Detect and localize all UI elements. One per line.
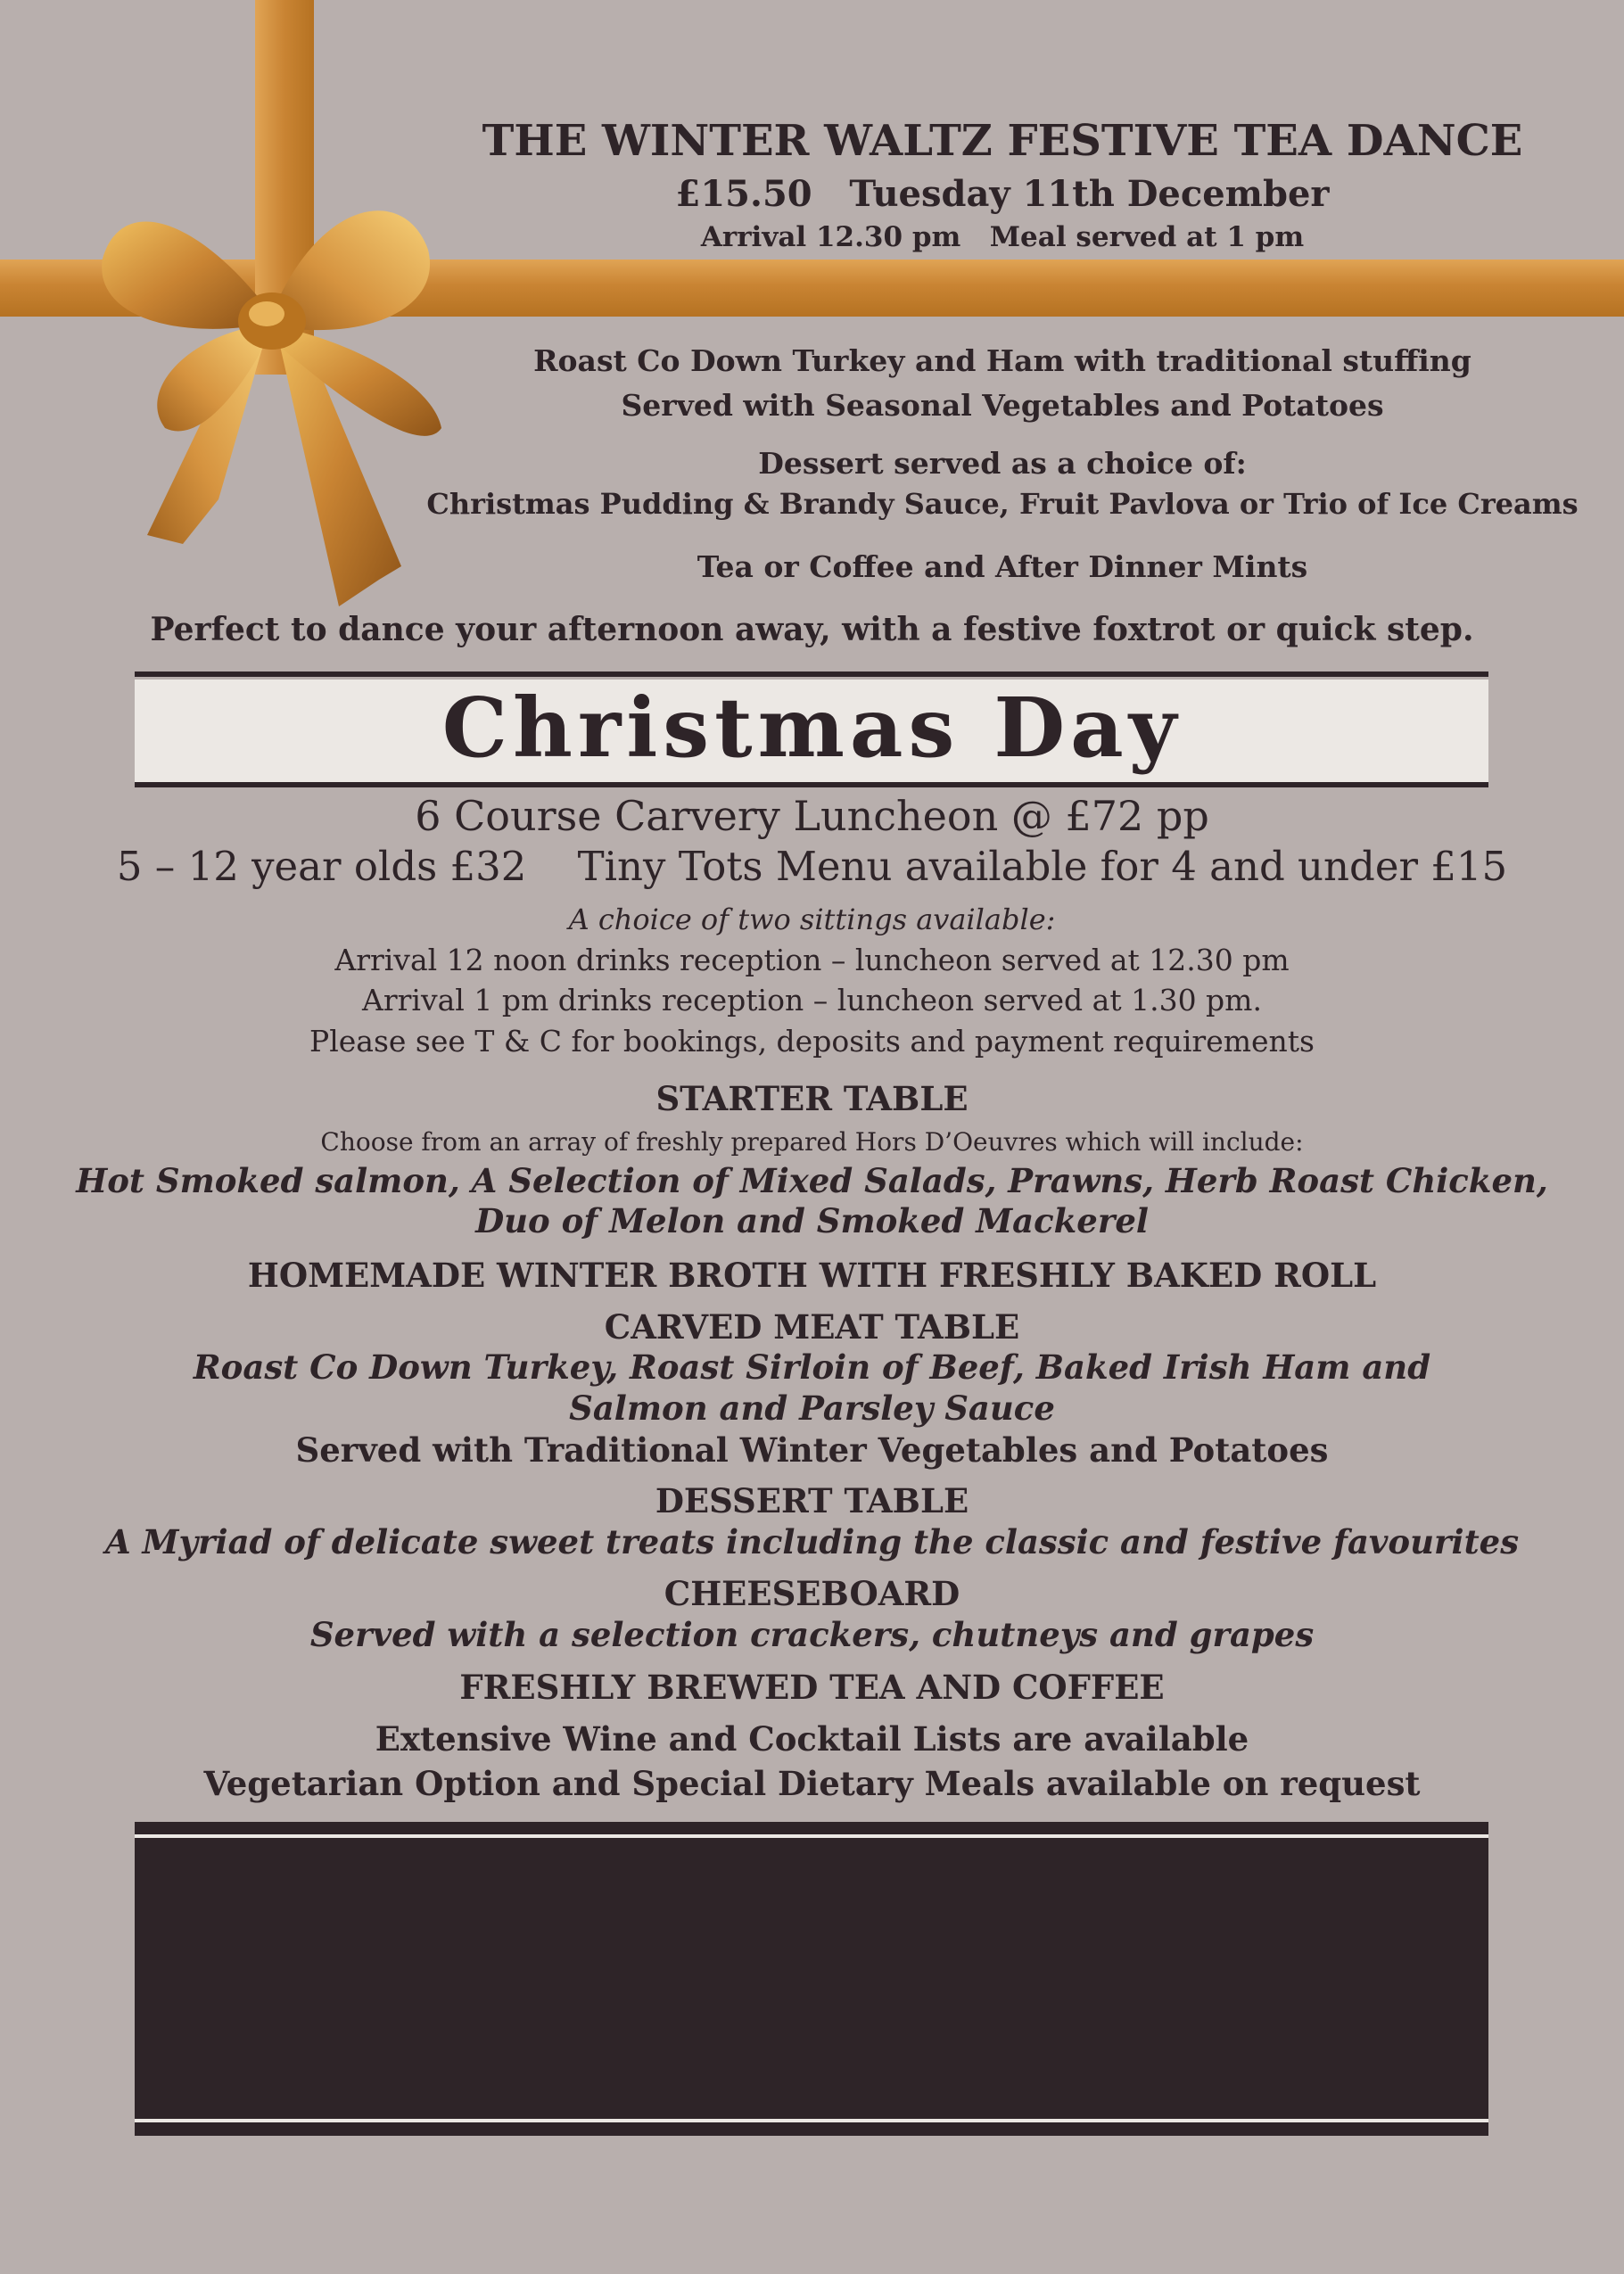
tea-dance-title: THE WINTER WALTZ FESTIVE TEA DANCE [482,116,1523,166]
wine-list-line: Extensive Wine and Cocktail Lists are available [375,1719,1249,1759]
cheeseboard-description: Served with a selection crackers, chutneys and grapes [309,1615,1315,1654]
tea-dance-main-line-2: Served with Seasonal Vegetables and Potatoes [621,388,1384,423]
tea-dance-main-line-1: Roast Co Down Turkey and Ham with traditional stuffing [533,343,1471,378]
tea-dance-drinks: Tea or Coffee and After Dinner Mints [697,549,1308,584]
carved-items-line-2: Salmon and Parsley Sauce [569,1388,1055,1428]
terms-line: Please see T & C for bookings, deposits and payment requirements [309,1024,1315,1059]
tea-dance-arrival: Arrival 12.30 pm Meal served at 1 pm [700,221,1305,253]
vegetarian-line: Vegetarian Option and Special Dietary Meals available on request [203,1764,1421,1803]
children-price-line: 5 – 12 year olds £32 Tiny Tots Menu available for 4 and under £15 [116,843,1508,890]
carvery-price-line: 6 Course Carvery Luncheon @ £72 pp [415,792,1209,840]
carved-meat-heading: CARVED MEAT TABLE [604,1307,1020,1347]
sitting-2: Arrival 1 pm drinks reception – luncheon served at 1.30 pm. [362,983,1262,1018]
tea-dance-dessert-options: Christmas Pudding & Brandy Sauce, Fruit Pavlova or Trio of Ice Creams [426,487,1579,521]
dessert-description: A Myriad of delicate sweet treats including the classic and festive favourites [104,1522,1520,1561]
broth-course: HOMEMADE WINTER BROTH WITH FRESHLY BAKED ROLL [247,1256,1377,1295]
dessert-heading: DESSERT TABLE [655,1481,969,1520]
sitting-1: Arrival 12 noon drinks reception – luncheon served at 12.30 pm [334,943,1290,977]
tea-dance-dessert-intro: Dessert served as a choice of: [758,446,1247,481]
carved-items-line-1: Roast Co Down Turkey, Roast Sirloin of Beef, Baked Irish Ham and [193,1347,1431,1387]
tea-dance-price-date: £15.50 Tuesday 11th December [675,173,1330,215]
rule-bottom [135,782,1488,787]
starter-heading: STARTER TABLE [655,1079,969,1118]
starter-intro: Choose from an array of freshly prepared Hors D’Oeuvres which will include: [320,1127,1304,1157]
tea-dance-tagline: Perfect to dance your afternoon away, with a festive foxtrot or quick step. [150,611,1474,648]
starter-items-line-1: Hot Smoked salmon, A Selection of Mixed Salads, Prawns, Herb Roast Chicken, [76,1161,1548,1200]
footer-line-bottom [135,2119,1488,2122]
tea-coffee-course: FRESHLY BREWED TEA AND COFFEE [459,1668,1165,1707]
footer-dark-panel [135,1822,1488,2136]
christmas-day-heading: Christmas Day [441,680,1183,776]
carved-served-with: Served with Traditional Winter Vegetables and Potatoes [295,1430,1329,1470]
cheeseboard-heading: CHEESEBOARD [664,1574,960,1613]
sittings-intro: A choice of two sittings available: [568,902,1056,936]
footer-line-top [135,1834,1488,1838]
starter-items-line-2: Duo of Melon and Smoked Mackerel [475,1201,1149,1240]
